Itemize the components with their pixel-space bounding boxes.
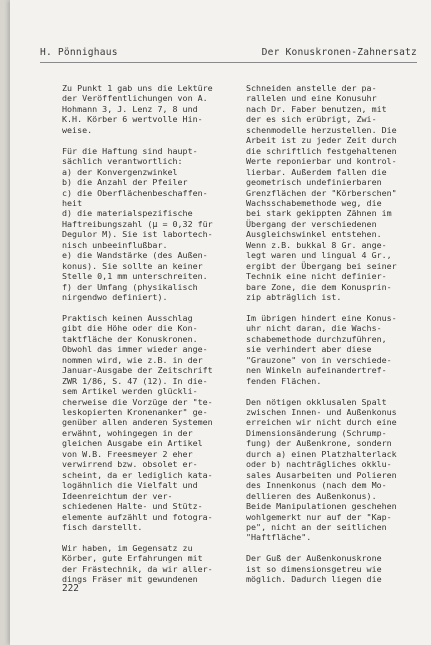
running-header [40, 38, 417, 63]
header-author: H. Pönnighaus [40, 47, 118, 58]
page-number: 222 [62, 583, 79, 594]
right-column [246, 83, 424, 595]
left-column [62, 83, 240, 595]
right-paragraph-2: Im übrigen hindert eine Konus- uhr nicht daran, die Wachs- schabemethode durchzuführen, sie verhindert aber diese "Grauzone" von in verschiede- nen Winkeln aufeinandertref- fenden Flächen. [246, 312, 397, 386]
document-page [10, 0, 431, 645]
left-paragraph-1: Zu Punkt 1 gab uns die Lektüre der Veröffentlichungen von A. Hohmann 3, J. Lenz 7, 8 und K.H. Körber 6 wertvolle Hin- weise. [62, 83, 213, 135]
header-title: Der Konuskronen-Zahnersatz [261, 47, 417, 58]
left-paragraph-3: Praktisch keinen Ausschlag gibt die Höhe oder die Kon- taktfläche der Konuskronen. Obwohl das immer wieder ange- nommen wird, wie z.B. in der Januar-Ausgabe der Zeitschrift ZWR 1/86, S. 47 (12). In die- sem Artikel werden glückli- cherweise die Vorzüge der "te- leskopierten Kronenanker" ge- genüber allen anderen Systemen erwähnt, wohingegen in der gleichen Ausgabe ein Artikel von W.B. Freesmeyer 2 eher verwirrend bzw. obsolet er- scheint, da er lediglich kata- logähnlich die Vielfalt und Ideenreichtum der ver- schiedenen Halte- und Stütz- elemente aufzählt und fotogra- fisch darstellt. [62, 312, 213, 532]
left-paragraph-4: Wir haben, im Gegensatz zu Körber, gute Erfahrungen mit der Frästechnik, da wir aller- dings Fräser mit gewundenen [62, 542, 213, 585]
right-paragraph-1: Schneiden anstelle der pa- rallelen und eine Konusuhr nach Dr. Faber benutzen, mit der es sich erübrigt, Zwi- schenmodelle herzustellen. Die Arbeit ist zu jeder Zeit durch die schriftlich festgehaltenen Werte reponierbar und kontrol- lierbar. Außerdem fallen die geometrisch undefinierbaren Grenzflächen der "Körberschen" Wachsschabemethode weg, die bei stark gekippten Zähnen im Übergang der verschiedenen Ausgleichswinkel entstehen. Wenn z.B. bukkal 8 Gr. ange- legt waren und lingual 4 Gr., ergibt der Übergang bei seiner Technik eine nicht definier- bare Zone, die dem Konusprin- zip abträglich ist. [246, 83, 397, 303]
right-paragraph-3: Den nötigen okklusalen Spalt zwischen Innen- und Außenkonus erreichen wir nicht durch eine Dimensionsänderung (Schrump- fung) der Außenkrone, sondern durch a) einen Platzhalterlack oder b) nachträgliches okklu- sales Ausarbeiten und Polieren des Innenkonus (nach dem Mo- dellieren des Außenkonus). Beide Manipulationen geschehen wohlgemerkt nur auf der "Kap- pe", nicht an der seitlichen "Haftfläche". [246, 396, 397, 543]
left-paragraph-2: Für die Haftung sind haupt- sächlich verantwortlich: a) der Konvergenzwinkel b) die Anzahl der Pfeiler c) die Oberflächenbeschaffen- heit d) die materialspezifische Haftreibungszahl (μ = 0,32 für Degulor M). Sie ist labortech- nisch unbeeinflußbar. e) die Wandstärke (des Außen- konus). Sie sollte an keiner Stelle 0,1 mm unterschreiten. f) der Umfang (physikalisch nirgendwo definiert). [62, 145, 213, 303]
right-paragraph-4: Der Guß der Außenkonuskrone ist so dimensionsgetreu wie möglich. Dadurch liegen die [246, 553, 382, 585]
